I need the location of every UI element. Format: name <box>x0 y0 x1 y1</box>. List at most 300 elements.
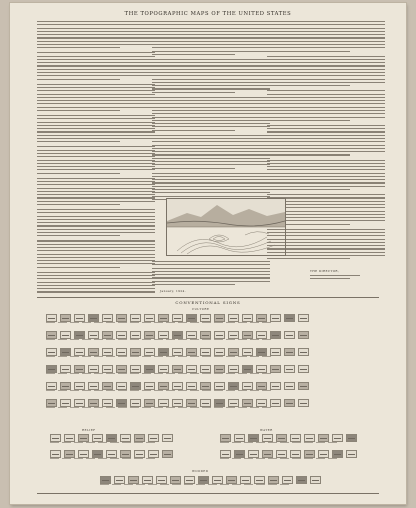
text-line <box>37 212 155 213</box>
legend-symbol-label <box>130 373 139 374</box>
text-line <box>37 254 155 255</box>
section-culture: CULTURE <box>192 307 210 311</box>
text-line <box>267 37 385 38</box>
legend-symbol-label <box>226 322 235 323</box>
legend-symbol-label <box>154 407 163 408</box>
legend-symbol <box>298 382 309 390</box>
legend-symbol <box>88 348 99 356</box>
text-line <box>267 100 385 101</box>
text-line <box>37 257 155 258</box>
text-line <box>267 85 350 86</box>
text-line <box>37 188 155 189</box>
legend-symbol-label <box>214 322 223 323</box>
legend-symbol <box>284 399 295 407</box>
legend-symbol-label <box>178 373 187 374</box>
legend-symbol <box>284 314 295 322</box>
legend-symbol <box>106 450 117 458</box>
legend-row <box>50 450 173 458</box>
map-sheet <box>10 3 406 504</box>
legend-symbol-label <box>316 458 325 459</box>
legend-symbol-label <box>130 407 139 408</box>
legend-symbol-label <box>214 356 223 357</box>
text-line <box>267 135 385 136</box>
legend-symbol-label <box>304 442 313 443</box>
text-line <box>37 184 155 185</box>
legend-symbol-label <box>292 442 301 443</box>
text-line <box>37 94 155 95</box>
text-line <box>152 141 270 142</box>
text-line <box>152 179 270 180</box>
text-line <box>152 113 270 114</box>
text-line <box>37 285 155 286</box>
legend-symbol-label <box>130 322 139 323</box>
legend-symbol <box>256 331 267 339</box>
legend-symbol-label <box>190 339 199 340</box>
text-line <box>37 263 155 264</box>
legend-symbol <box>46 314 57 322</box>
text-line <box>152 59 270 60</box>
legend-symbol <box>318 434 329 442</box>
text-line <box>267 28 385 29</box>
legend-symbol <box>214 365 225 373</box>
legend-symbol <box>130 348 141 356</box>
legend-symbol <box>116 348 127 356</box>
text-line <box>267 120 350 121</box>
text-line <box>37 173 120 174</box>
legend-row <box>46 399 309 407</box>
legend-symbol <box>170 476 181 484</box>
text-line <box>267 90 385 91</box>
legend-symbol-label <box>58 322 67 323</box>
text-line <box>152 28 270 29</box>
legend-symbol-label <box>190 390 199 391</box>
legend-symbol <box>298 365 309 373</box>
text-line <box>37 282 155 283</box>
legend-symbol-label <box>226 373 235 374</box>
legend-symbol-label <box>106 322 115 323</box>
text-line <box>267 41 385 42</box>
text-line <box>152 110 270 111</box>
legend-symbol <box>130 365 141 373</box>
legend-symbol <box>60 382 71 390</box>
legend-symbol-label <box>46 390 55 391</box>
text-line <box>152 192 270 193</box>
legend-symbol <box>46 348 57 356</box>
legend-symbol <box>50 434 61 442</box>
legend-symbol-label <box>166 322 175 323</box>
text-line <box>37 267 120 268</box>
text-line <box>152 51 270 52</box>
legend-symbol <box>254 476 265 484</box>
legend-symbol-label <box>106 356 115 357</box>
text-line <box>267 179 385 180</box>
legend-symbol-label <box>244 484 253 485</box>
legend-symbol-label <box>58 339 67 340</box>
legend-symbol <box>296 476 307 484</box>
legend-symbol-label <box>130 390 139 391</box>
legend-symbol <box>242 365 253 373</box>
legend-symbol-label <box>74 458 83 459</box>
legend-symbol-label <box>178 407 187 408</box>
legend-symbol-label <box>100 484 109 485</box>
legend-symbol <box>74 365 85 373</box>
legend-symbol-label <box>250 373 259 374</box>
text-line <box>37 72 155 73</box>
legend-symbol-label <box>106 407 115 408</box>
legend-symbol <box>130 382 141 390</box>
legend-symbol <box>200 382 211 390</box>
legend-symbol <box>88 382 99 390</box>
legend-row <box>46 348 309 356</box>
legend-symbol-label <box>154 322 163 323</box>
legend-symbol-label <box>280 458 289 459</box>
legend-symbol-label <box>154 373 163 374</box>
legend-symbol <box>148 434 159 442</box>
legend-symbol-label <box>70 407 79 408</box>
text-line <box>267 125 385 126</box>
text-line <box>37 169 155 170</box>
legend-symbol <box>64 434 75 442</box>
legend-symbol <box>298 314 309 322</box>
text-line <box>37 194 155 195</box>
legend-symbol <box>270 399 281 407</box>
text-line <box>267 103 385 104</box>
legend-symbol-label <box>82 339 91 340</box>
legend-symbol-label <box>214 339 223 340</box>
legend-symbol <box>60 348 71 356</box>
legend-symbol <box>290 434 301 442</box>
text-line <box>152 31 270 32</box>
figure-caption <box>152 261 270 289</box>
legend-symbol-label <box>238 339 247 340</box>
legend-symbol <box>256 314 267 322</box>
legend-symbol-label <box>262 390 271 391</box>
text-line <box>267 258 350 259</box>
legend-symbol <box>262 434 273 442</box>
legend-symbol-label <box>190 356 199 357</box>
text-line <box>37 232 155 233</box>
legend-symbol <box>116 382 127 390</box>
legend-symbol-label <box>82 390 91 391</box>
text-line <box>152 41 270 42</box>
legend-symbol-label <box>226 339 235 340</box>
legend-row <box>46 314 309 322</box>
text-line <box>37 244 155 245</box>
legend-symbol <box>116 314 127 322</box>
legend-symbol-label <box>70 373 79 374</box>
text-line <box>152 97 270 98</box>
legend-symbol <box>120 450 131 458</box>
text-line <box>152 173 270 174</box>
legend-symbol-label <box>154 390 163 391</box>
text-line <box>37 59 155 60</box>
text-line <box>152 126 270 127</box>
legend-symbol <box>242 331 253 339</box>
legend-symbol-label <box>190 322 199 323</box>
legend-symbol <box>198 476 209 484</box>
legend-symbol-label <box>166 407 175 408</box>
signature-block <box>310 269 360 282</box>
text-line <box>37 90 155 91</box>
legend-symbol <box>102 314 113 322</box>
legend-symbol <box>186 331 197 339</box>
text-column-middle <box>152 21 270 202</box>
text-line <box>152 271 270 272</box>
legend-symbol <box>214 314 225 322</box>
legend-symbol <box>148 450 159 458</box>
legend-symbol-label <box>110 458 119 459</box>
legend-symbol-label <box>172 484 181 485</box>
legend-symbol <box>134 450 145 458</box>
legend-symbol-label <box>118 390 127 391</box>
legend-symbol-label <box>238 407 247 408</box>
text-line <box>37 216 155 217</box>
text-line <box>37 166 155 167</box>
legend-symbol-label <box>46 322 55 323</box>
legend-symbol <box>242 399 253 407</box>
legend-symbol-label <box>94 356 103 357</box>
legend-symbol-label <box>58 407 67 408</box>
text-line <box>152 281 270 282</box>
text-line <box>152 103 270 104</box>
text-line <box>37 44 155 45</box>
text-line <box>152 277 270 278</box>
legend-symbol <box>256 399 267 407</box>
text-line <box>267 62 385 63</box>
legend-symbol <box>172 314 183 322</box>
text-line <box>152 34 270 35</box>
legend-symbol <box>158 314 169 322</box>
text-line <box>152 47 270 48</box>
legend-symbol <box>228 331 239 339</box>
legend-symbol-label <box>256 442 265 443</box>
text-line <box>152 135 270 136</box>
text-line <box>37 219 155 220</box>
text-line <box>267 138 385 139</box>
date-line: January, 1924. <box>160 289 186 293</box>
text-line <box>267 110 385 111</box>
legend-symbol-label <box>262 356 271 357</box>
text-line <box>267 31 385 32</box>
legend-symbol <box>144 365 155 373</box>
legend-symbol-label <box>82 356 91 357</box>
legend-symbol-label <box>304 458 313 459</box>
legend-symbol <box>284 348 295 356</box>
legend-symbol-label <box>142 339 151 340</box>
director-label: THE DIRECTOR, <box>310 269 340 273</box>
legend-symbol <box>242 314 253 322</box>
legend-symbol-label <box>226 390 235 391</box>
text-line <box>267 72 385 73</box>
legend-symbol-label <box>214 407 223 408</box>
legend-row <box>50 434 173 442</box>
legend-symbol <box>262 450 273 458</box>
text-line <box>267 94 385 95</box>
text-line <box>267 79 385 80</box>
legend-symbol <box>144 331 155 339</box>
legend-symbol-label <box>250 356 259 357</box>
legend-symbol-label <box>226 356 235 357</box>
legend-symbol <box>298 331 309 339</box>
legend-symbol <box>74 348 85 356</box>
legend-symbol-label <box>118 339 127 340</box>
legend-symbol-label <box>142 390 151 391</box>
legend-symbol-label <box>238 390 247 391</box>
legend-symbol-label <box>62 458 71 459</box>
text-line <box>37 209 155 210</box>
legend-symbol-label <box>184 484 193 485</box>
text-line <box>152 161 270 162</box>
legend-symbol-label <box>190 407 199 408</box>
text-line <box>267 160 385 161</box>
text-line <box>37 87 155 88</box>
legend-symbol-label <box>94 407 103 408</box>
text-line <box>152 186 270 187</box>
legend-symbol <box>114 476 125 484</box>
legend-symbol <box>78 434 89 442</box>
legend-symbol <box>248 450 259 458</box>
legend-symbol-label <box>118 322 127 323</box>
legend-symbol <box>172 399 183 407</box>
legend-symbol-label <box>226 407 235 408</box>
legend-symbol-label <box>250 390 259 391</box>
legend-symbol <box>186 382 197 390</box>
legend-symbol-label <box>146 442 155 443</box>
legend-symbol-label <box>202 390 211 391</box>
text-line <box>37 31 155 32</box>
legend-symbol <box>256 365 267 373</box>
text-line <box>37 222 155 223</box>
legend-symbol-label <box>82 373 91 374</box>
text-line <box>152 37 270 38</box>
text-line <box>267 173 385 174</box>
text-line <box>267 51 350 52</box>
legend-symbol-label <box>232 458 241 459</box>
text-line <box>267 59 385 60</box>
legend-symbol <box>144 314 155 322</box>
text-line <box>152 176 270 177</box>
text-line <box>37 110 120 111</box>
legend-symbol <box>226 476 237 484</box>
text-line <box>267 97 385 98</box>
legend-symbol-label <box>130 339 139 340</box>
legend-symbol <box>78 450 89 458</box>
legend-symbol <box>228 314 239 322</box>
text-line <box>152 82 270 83</box>
text-line <box>37 197 155 198</box>
legend-symbol-label <box>70 339 79 340</box>
legend-symbol <box>304 450 315 458</box>
legend-symbol-label <box>74 442 83 443</box>
text-line <box>152 54 235 55</box>
text-line <box>37 62 155 63</box>
text-line <box>37 122 155 123</box>
text-line <box>267 24 385 25</box>
legend-symbol-label <box>106 373 115 374</box>
legend-symbol <box>106 434 117 442</box>
text-line <box>267 182 385 183</box>
text-line <box>152 69 270 70</box>
legend-symbol-label <box>178 390 187 391</box>
legend-symbol-label <box>146 458 155 459</box>
legend-row <box>220 450 357 458</box>
legend-symbol <box>60 365 71 373</box>
text-line <box>37 115 155 116</box>
legend-symbol-label <box>268 484 277 485</box>
legend-symbol <box>346 450 357 458</box>
text-line <box>37 84 155 85</box>
legend-symbol-label <box>112 484 121 485</box>
legend-symbol <box>102 399 113 407</box>
text-line <box>152 182 270 183</box>
text-line <box>152 158 270 159</box>
legend-symbol-label <box>232 442 241 443</box>
legend-symbol-label <box>166 356 175 357</box>
legend-symbol-label <box>238 356 247 357</box>
legend-symbol-label <box>58 390 67 391</box>
text-line <box>267 56 385 57</box>
text-line <box>37 97 155 98</box>
conventional-signs-title: CONVENTIONAL SIGNS <box>175 300 241 305</box>
text-line <box>267 141 385 142</box>
text-line <box>152 44 270 45</box>
legend-symbol <box>276 434 287 442</box>
legend-symbol <box>186 399 197 407</box>
legend-symbol <box>158 399 169 407</box>
section-relief: RELIEF <box>82 428 96 432</box>
legend-symbol-label <box>232 484 241 485</box>
legend-symbol <box>298 348 309 356</box>
text-line <box>37 288 155 289</box>
legend-symbol-label <box>46 339 55 340</box>
legend-symbol <box>46 399 57 407</box>
text-line <box>152 145 270 146</box>
text-line <box>152 107 270 108</box>
legend-symbol <box>50 450 61 458</box>
text-line <box>37 260 155 261</box>
text-line <box>37 47 120 48</box>
legend-symbol-label <box>122 458 131 459</box>
legend-symbol-label <box>262 339 271 340</box>
legend-symbol <box>158 365 169 373</box>
text-line <box>37 56 155 57</box>
legend-symbol <box>100 476 111 484</box>
legend-symbol <box>130 331 141 339</box>
legend-symbol <box>88 399 99 407</box>
text-line <box>152 72 270 73</box>
legend-symbol-label <box>262 322 271 323</box>
text-line <box>267 113 385 114</box>
text-line <box>267 148 385 149</box>
legend-symbol-label <box>142 407 151 408</box>
text-line <box>37 118 155 119</box>
legend-symbol-label <box>94 390 103 391</box>
legend-row <box>46 365 309 373</box>
legend-symbol-label <box>46 356 55 357</box>
text-line <box>152 65 270 66</box>
legend-symbol <box>220 434 231 442</box>
legend-symbol <box>234 450 245 458</box>
legend-symbol-label <box>98 458 107 459</box>
legend-symbol <box>158 348 169 356</box>
legend-symbol-label <box>86 442 95 443</box>
legend-symbol-label <box>178 356 187 357</box>
text-line <box>152 75 270 76</box>
legend-symbol-label <box>268 458 277 459</box>
legend-symbol <box>186 365 197 373</box>
legend-symbol-label <box>58 373 67 374</box>
legend-symbol-label <box>256 484 265 485</box>
